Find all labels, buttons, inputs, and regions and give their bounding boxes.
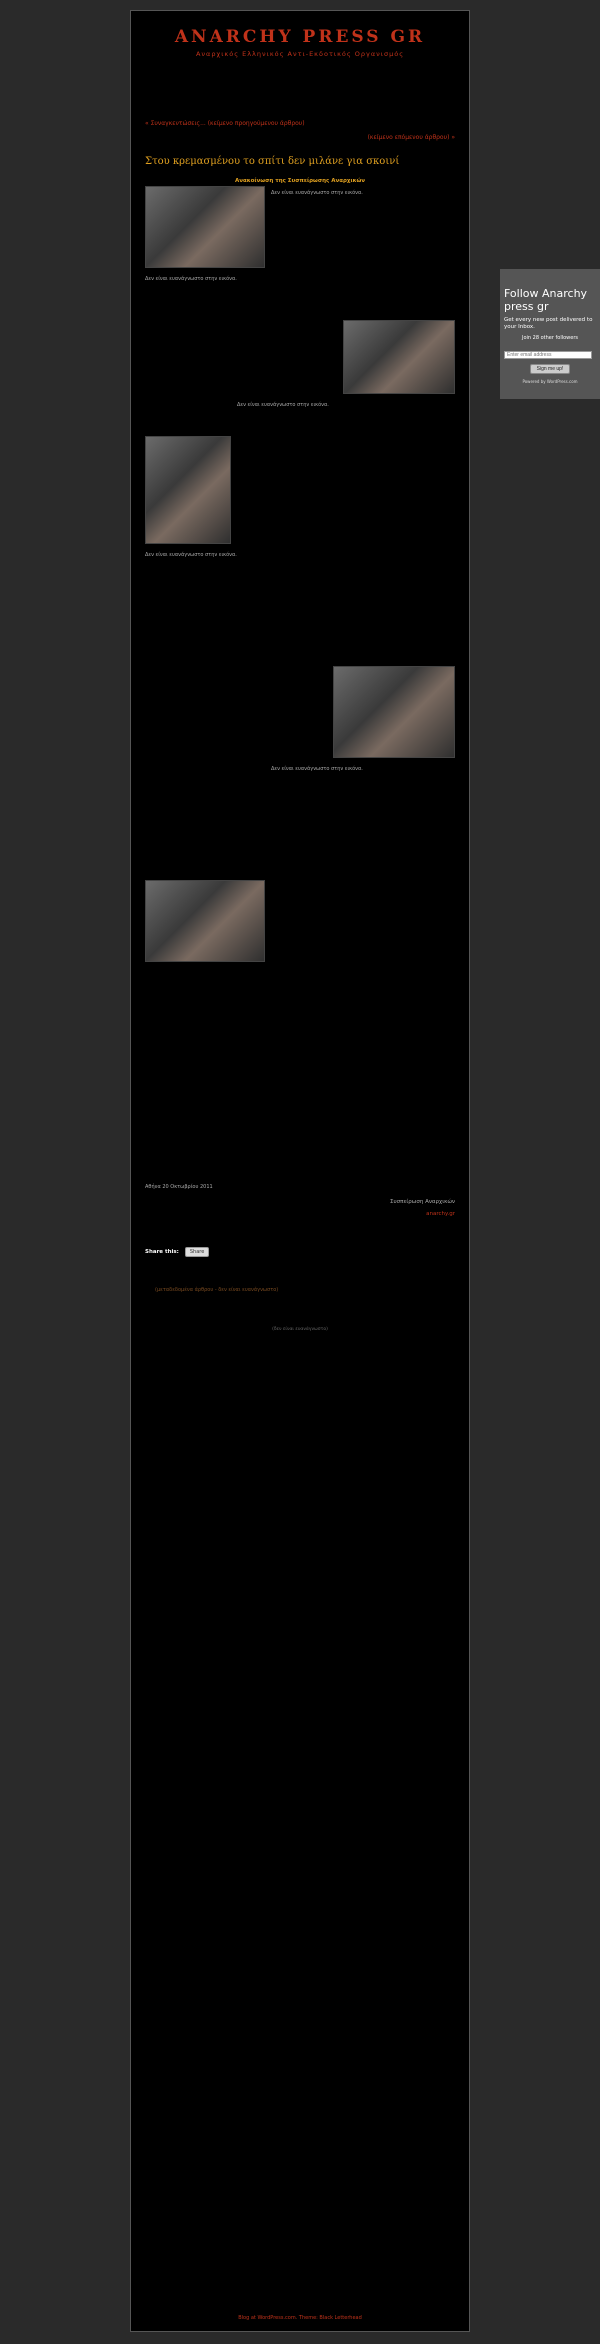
post-meta: (μεταδεδομένα άρθρου - δεν είναι ευανάγνωστο) — [155, 1286, 279, 1293]
post-paragraph: Δεν είναι ευανάγνωστο στην εικόνα. — [145, 276, 237, 282]
share-button[interactable]: Share — [185, 1247, 209, 1257]
post-image-2[interactable] — [343, 320, 455, 394]
post — [145, 155, 455, 1217]
share-label: Share this: — [145, 1248, 179, 1255]
post-date: Αθήνα 20 Οκτωβρίου 2011 — [145, 1184, 213, 1190]
post-signature-link[interactable]: anarchy.gr — [426, 1210, 455, 1217]
follow-title: Follow Anarchy press gr — [504, 287, 588, 313]
footer-credit[interactable]: Blog at WordPress.com. Theme: Black Letterhead — [238, 2315, 362, 2321]
header — [131, 11, 469, 58]
post-paragraph: Δεν είναι ευανάγνωστο στην εικόνα. — [271, 766, 363, 772]
follow-description: Get every new post delivered to your Inbox. — [504, 317, 593, 330]
share-section — [145, 1247, 455, 1257]
follow-powered[interactable]: Powered by WordPress.com — [522, 379, 578, 384]
footer-note: (δεν είναι ευανάγνωστο) — [272, 1327, 328, 1332]
follow-widget — [500, 269, 600, 399]
page-container — [130, 10, 470, 2332]
nav-prev-link[interactable]: « Συναγκεντώσεις... (κείμενο προηγούμενου άρθρου) — [145, 120, 305, 127]
post-image-5[interactable] — [145, 880, 265, 962]
post-image-3[interactable] — [145, 436, 231, 544]
footer — [131, 2315, 469, 2321]
post-image-1[interactable] — [145, 186, 265, 268]
post-title[interactable]: Στου κρεμασμένου το σπίτι δεν μιλάνε για σκοινί — [145, 156, 400, 167]
post-signature: Συσπείρωση Αναρχικών — [389, 1198, 455, 1205]
site-title[interactable]: ANARCHY PRESS GR — [174, 27, 426, 47]
post-author: Ανακοίνωση της Συσπείρωσης Αναρχικών — [234, 178, 366, 184]
email-field[interactable] — [504, 351, 592, 359]
follow-count: Join 28 other followers — [521, 335, 579, 341]
nav-next-link[interactable]: (κείμενο επόμενου άρθρου) » — [367, 134, 455, 141]
site-description: Αναρχικός Ελληνικός Αντι-Εκδοτικός Οργανισμός — [195, 50, 405, 58]
post-paragraph: Δεν είναι ευανάγνωστο στην εικόνα. — [237, 402, 329, 408]
post-image-4[interactable] — [333, 666, 455, 758]
post-paragraph: Δεν είναι ευανάγνωστο στην εικόνα. — [271, 190, 363, 196]
sign-up-button[interactable]: Sign me up! — [530, 364, 571, 374]
post-navigation — [145, 120, 455, 141]
post-paragraph: Δεν είναι ευανάγνωστο στην εικόνα. — [145, 552, 237, 558]
